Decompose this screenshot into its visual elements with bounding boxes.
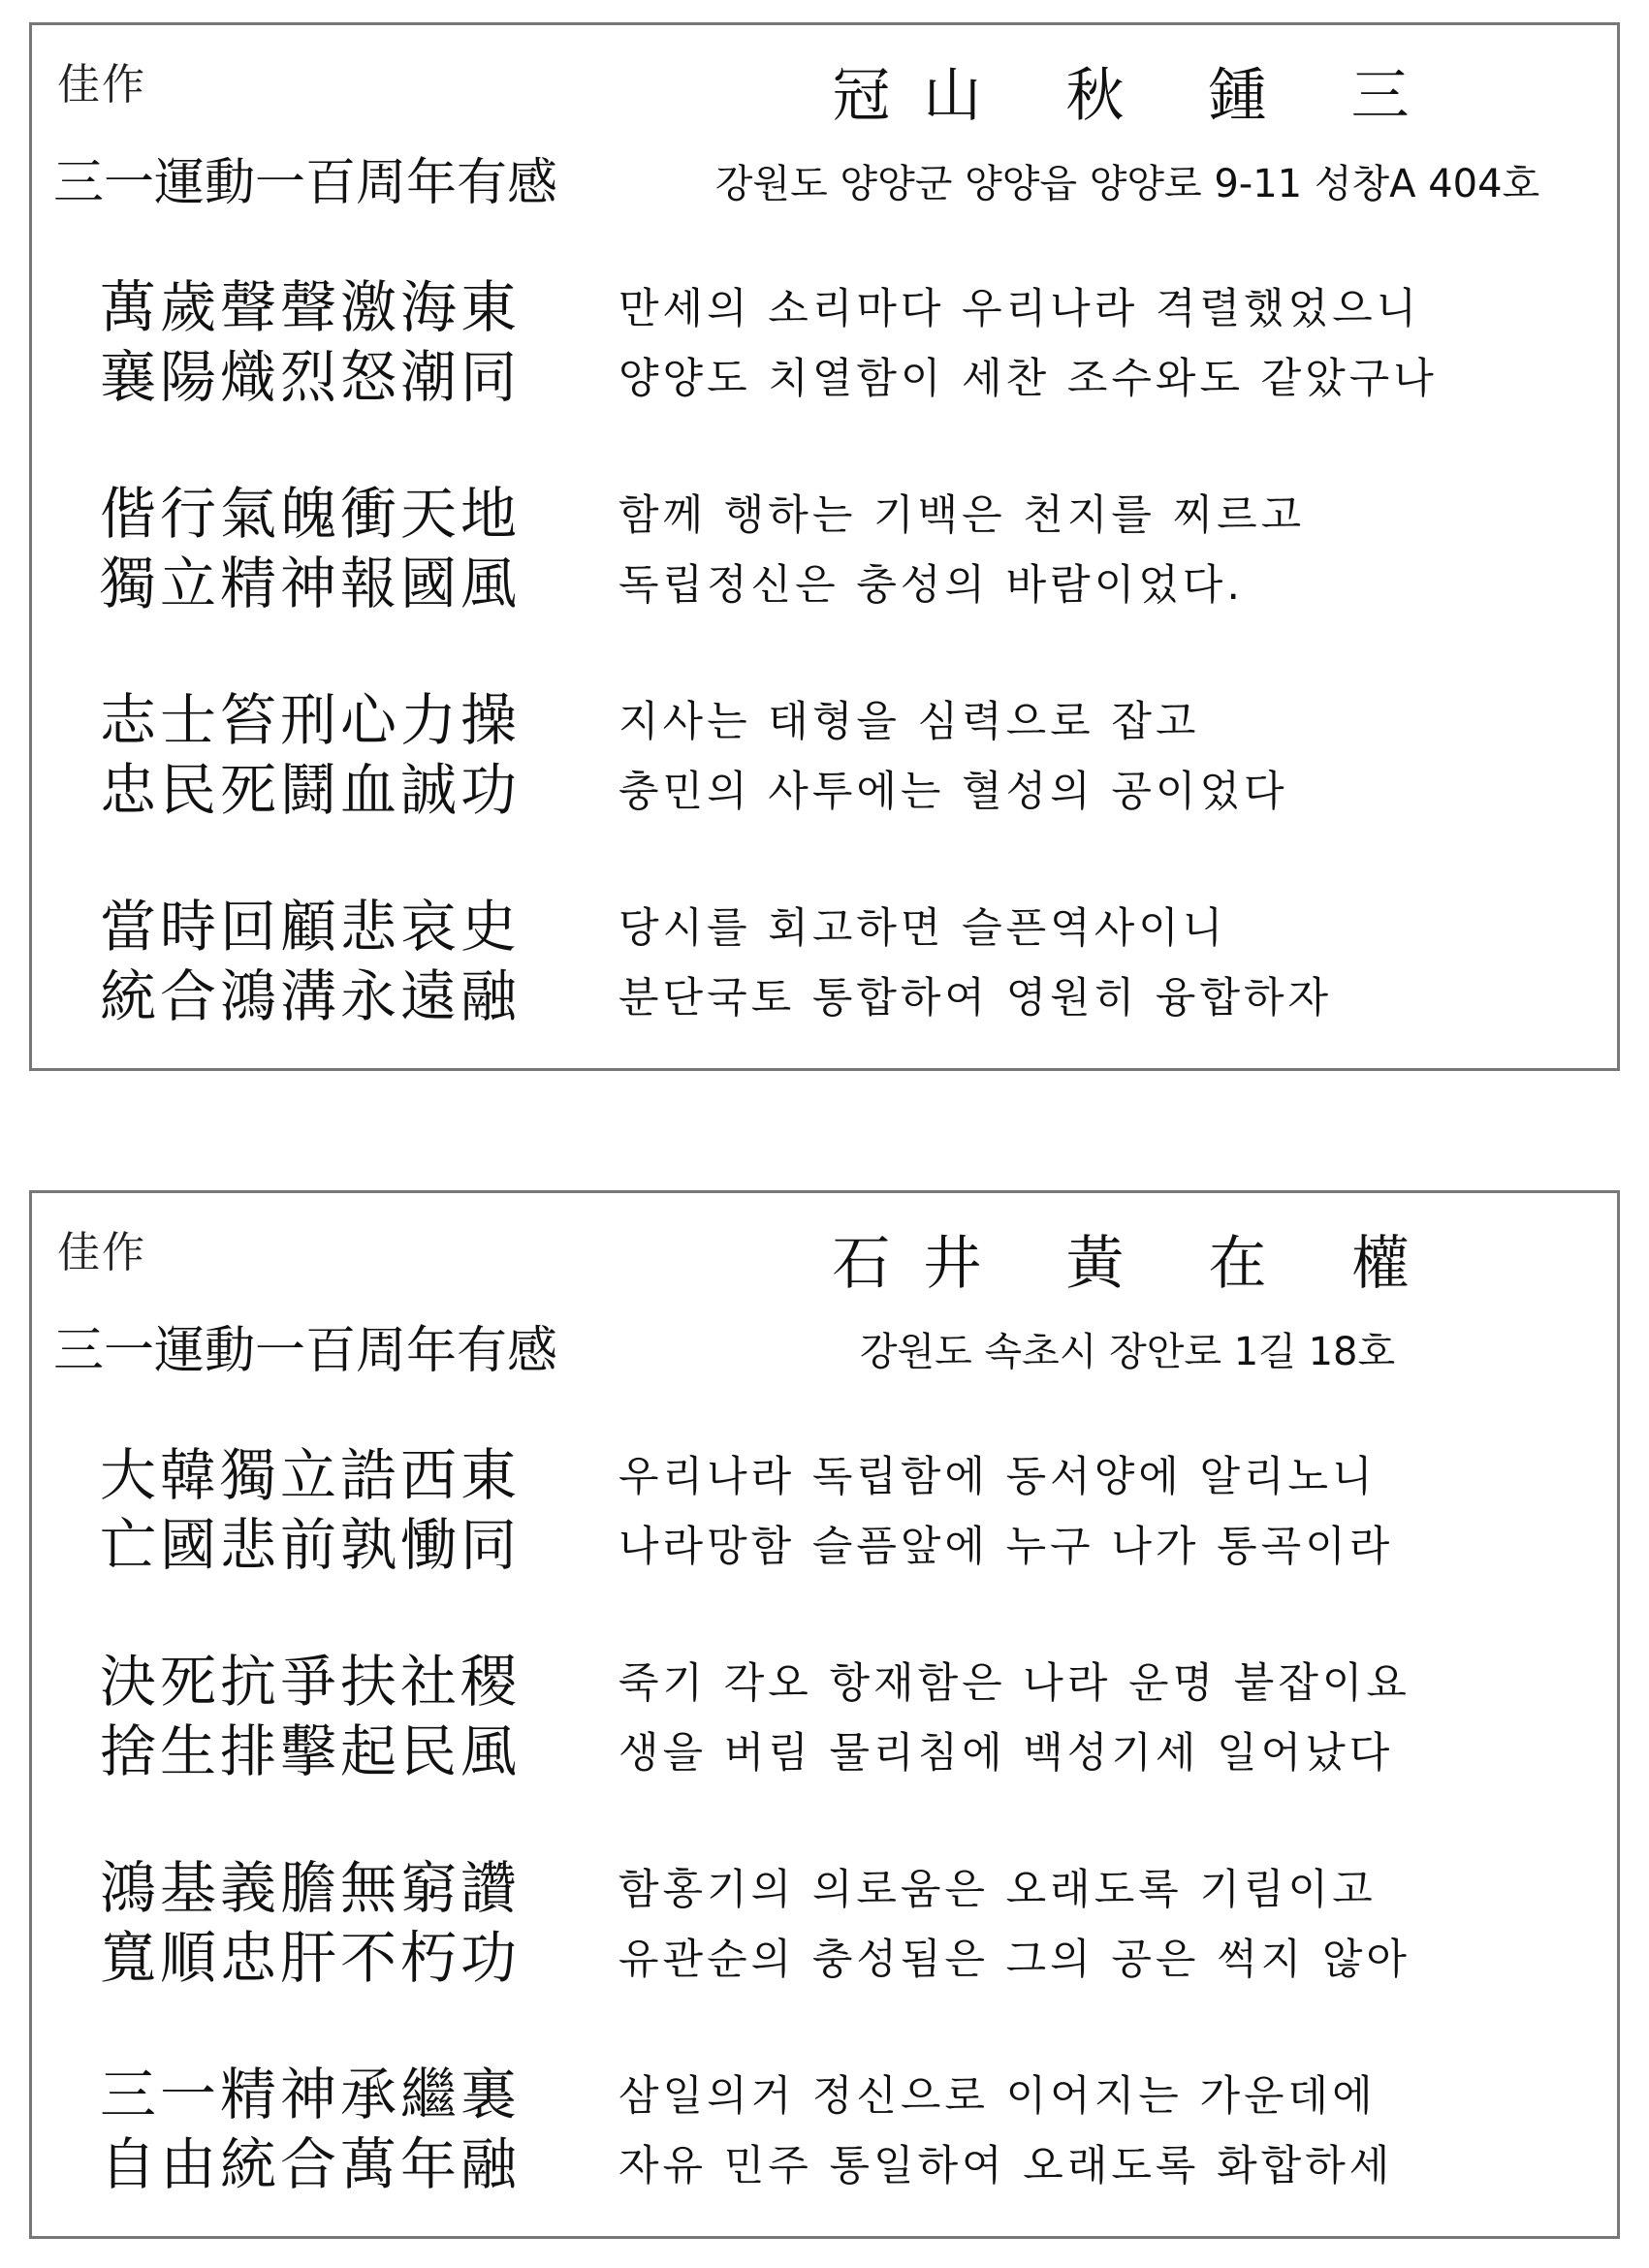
verse-line xyxy=(32,1717,1617,1786)
hanja-verse: 當時回顧悲哀史 xyxy=(100,894,522,960)
korean-translation: 독립정신은 충성의 바람이었다. xyxy=(618,561,1244,610)
hanja-verse: 亡國悲前孰慟同 xyxy=(100,1512,522,1578)
verse-line xyxy=(32,1440,1617,1510)
hanja-verse: 獨立精神報國風 xyxy=(100,551,522,616)
korean-translation: 당시를 회고하면 슬픈역사이니 xyxy=(618,904,1227,953)
hanja-verse: 決死抗爭扶社稷 xyxy=(100,1649,522,1715)
hanja-verse: 統合鴻溝永遠融 xyxy=(100,963,522,1029)
verse-line xyxy=(32,1923,1617,1993)
verse-line xyxy=(32,1853,1617,1923)
verse-line xyxy=(32,892,1617,961)
hanja-verse: 鴻基義膽無窮讚 xyxy=(100,1855,522,1921)
verse-line xyxy=(32,755,1617,825)
author-name: 石井 黃 在 權 xyxy=(832,1230,1443,1298)
verse-line xyxy=(32,1647,1617,1717)
hanja-verse: 三一精神承繼裏 xyxy=(100,2062,522,2127)
couplet xyxy=(32,1853,1617,2060)
couplet xyxy=(32,685,1617,892)
verse-line xyxy=(32,272,1617,342)
hanja-verse: 大韓獨立誥西東 xyxy=(100,1442,522,1508)
verse-line xyxy=(32,961,1617,1031)
korean-translation: 나라망함 슬픔앞에 누구 나가 통곡이라 xyxy=(618,1523,1394,1571)
couplet xyxy=(32,272,1617,479)
korean-translation: 지사는 태형을 심력으로 잡고 xyxy=(618,698,1200,746)
verse-line xyxy=(32,685,1617,755)
hanja-verse: 寬順忠肝不朽功 xyxy=(100,1925,522,1991)
couplet xyxy=(32,892,1617,1098)
korean-translation: 유관순의 충성됨은 그의 공은 썩지 않아 xyxy=(618,1936,1411,1984)
couplet-list xyxy=(32,1440,1617,2266)
hanja-verse: 捨生排擊起民風 xyxy=(100,1718,522,1784)
korean-translation: 만세의 소리마다 우리나라 격렬했었으니 xyxy=(618,285,1421,333)
poem-card xyxy=(29,22,1620,1071)
couplet-list xyxy=(32,272,1617,1098)
korean-translation: 생을 버림 물리침에 백성기세 일어났다 xyxy=(618,1729,1394,1778)
hanja-verse: 偕行氣魄衝天地 xyxy=(100,481,522,547)
korean-translation: 양양도 치열함이 세찬 조수와도 같았구나 xyxy=(618,355,1438,403)
hanja-verse: 志士笞刑心力操 xyxy=(100,687,522,753)
korean-translation: 함홍기의 의로움은 오래도록 기림이고 xyxy=(618,1866,1377,1914)
korean-translation: 분단국토 통합하여 영원히 융합하자 xyxy=(618,974,1333,1023)
verse-line xyxy=(32,2129,1617,2199)
korean-translation: 자유 민주 통일하여 오래도록 화합하세 xyxy=(618,2142,1394,2190)
korean-translation: 함께 행하는 기백은 천지를 찌르고 xyxy=(618,491,1306,540)
award-badge: 佳作 xyxy=(57,60,146,110)
poem-card xyxy=(29,1190,1620,2239)
hanja-verse: 自由統合萬年融 xyxy=(100,2131,522,2197)
verse-line xyxy=(32,1510,1617,1580)
couplet xyxy=(32,2060,1617,2266)
author-address: 강원도 속초시 장안로 1길 18호 xyxy=(859,1330,1396,1374)
verse-line xyxy=(32,342,1617,412)
hanja-verse: 襄陽熾烈怒潮同 xyxy=(100,344,522,410)
author-address: 강원도 양양군 양양읍 양양로 9-11 성창A 404호 xyxy=(714,162,1540,206)
korean-translation: 충민의 사투에는 혈성의 공이었다 xyxy=(618,768,1288,816)
verse-line xyxy=(32,479,1617,549)
hanja-verse: 萬歲聲聲激海東 xyxy=(100,274,522,340)
award-badge: 佳作 xyxy=(57,1228,146,1277)
hanja-verse: 忠民死鬪血誠功 xyxy=(100,757,522,823)
author-name: 冠山 秋 鍾 三 xyxy=(832,62,1443,130)
couplet xyxy=(32,1440,1617,1647)
korean-translation: 죽기 각오 항재함은 나라 운명 붙잡이요 xyxy=(618,1659,1411,1708)
korean-translation: 삼일의거 정신으로 이어지는 가운데에 xyxy=(618,2072,1377,2121)
couplet xyxy=(32,479,1617,685)
poem-title: 三一運動一百周年有感 xyxy=(53,1322,558,1380)
korean-translation: 우리나라 독립함에 동서양에 알리노니 xyxy=(618,1453,1377,1501)
verse-line xyxy=(32,549,1617,618)
couplet xyxy=(32,1647,1617,1853)
poem-title: 三一運動一百周年有感 xyxy=(53,154,558,212)
verse-line xyxy=(32,2060,1617,2129)
